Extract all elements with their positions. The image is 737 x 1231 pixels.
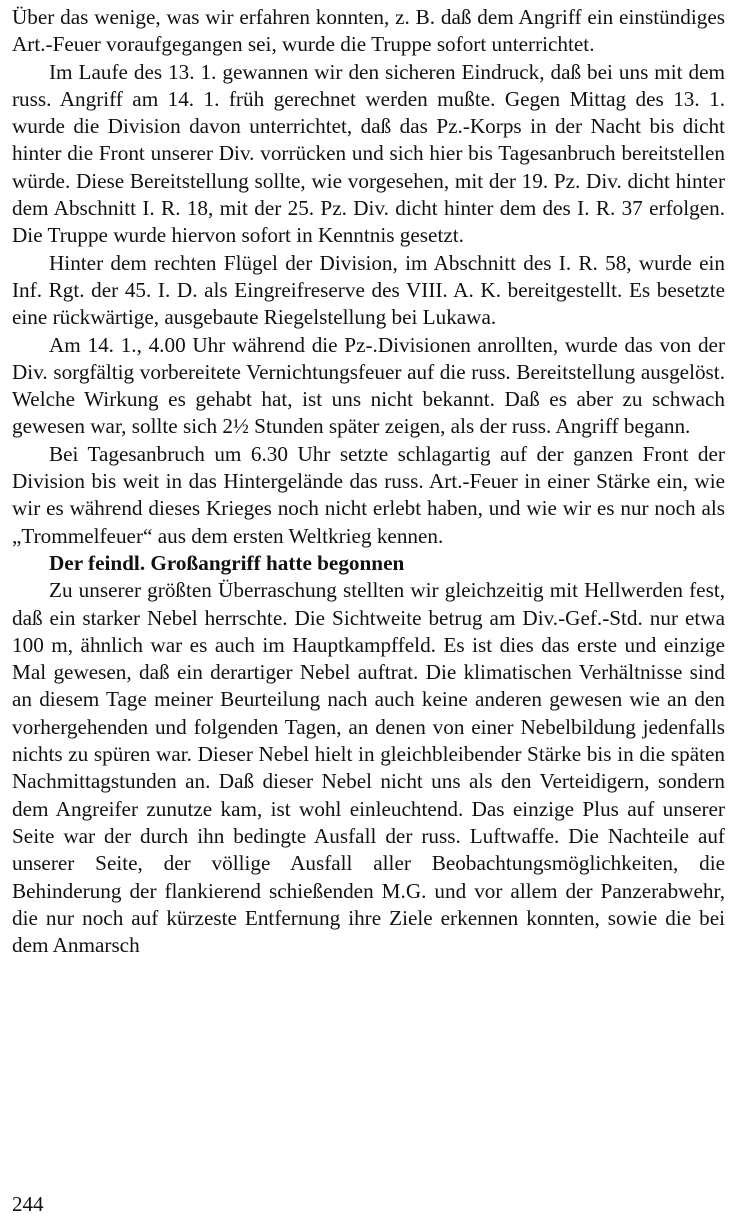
paragraph-artillery-fire: Am 14. 1., 4.00 Uhr während die Pz-.Divisionen anrollten, wurde das von der Div. sorgfältig vorbereitete Vernichtungsfeuer auf die russ. Bereitstellung ausgelöst. Welche Wirkung es gehabt hat, ist uns nicht bekannt. Daß es aber zu schwach gewesen war, sollte sich 2½ Stunden später zeigen, als der russ. Angriff begann. bbox=[12, 332, 725, 439]
paragraph-reserve: Hinter dem rechten Flügel der Division, im Abschnitt des I. R. 58, wurde ein Inf. Rgt. der 45. I. D. als Eingreifreserve des VIII. A. K. bereitgestellt. Es besetzte eine rückwärtige, ausgebaute Riegelstellung bei Lukawa. bbox=[12, 250, 725, 330]
paragraph-dawn-barrage: Bei Tagesanbruch um 6.30 Uhr setzte schlagartig auf der ganzen Front der Division bis weit in das Hintergelände das russ. Art.-Feuer in einer Stärke ein, wie wir es während dieses Krieges noch nicht erlebt haben, und wie wir es nur noch als „Trommelfeuer“ aus dem ersten Weltkrieg kennen. bbox=[12, 441, 725, 548]
paragraph-fog: Zu unserer größten Überraschung stellten wir gleichzeitig mit Hellwerden fest, daß ein starker Nebel herrschte. Die Sichtweite betrug am Div.-Gef.-Std. nur etwa 100 m, ähnlich war es auch im Hauptkampffeld. Es ist dies das erste und einzige Mal gewesen, daß ein derartiger Nebel auftrat. Die klimatischen Verhältnisse sind an diesem Tage meiner Beurteilung nach auch keine anderen gewesen wie an den vorhergehenden und folgenden Tagen, an denen von einer Nebelbildung jedenfalls nichts zu spüren war. Dieser Nebel hielt in gleichbleibender Stärke bis in die späten Nachmittagstunden an. Daß dieser Nebel nicht uns als den Verteidigern, sondern dem Angreifer zunutze kam, ist wohl einleuchtend. Das einzige Plus auf unserer Seite war der durch ihn bedingte Ausfall der russ. Luftwaffe. Die Nachteile auf unserer Seite, der völlige Ausfall aller Beobachtungsmöglichkeiten, die Behinderung der flankierend schießenden M.G. und vor allem der Panzerabwehr, die nur noch auf kürzeste Entfernung ihre Ziele erkennen konnten, sowie die bei dem Anmarsch bbox=[12, 578, 725, 958]
paragraph-expected-attack: Im Laufe des 13. 1. gewannen wir den sicheren Eindruck, daß bei uns mit dem russ. Angriff am 14. 1. früh gerechnet werden mußte. Gegen Mittag des 13. 1. wurde die Division davon unterrichtet, daß das Pz.-Korps in der Nacht bis dicht hinter die Front unserer Div. vorrücken und sich hier bis Tagesanbruch bereitstellen würde. Diese Bereitstellung sollte, wie vorgesehen, mit der 19. Pz. Div. dicht hinter dem Abschnitt I. R. 18, mit der 25. Pz. Div. dicht hinter dem des I. R. 37 erfolgen. Die Truppe wurde hiervon sofort in Kenntnis gesetzt. bbox=[12, 59, 725, 248]
section-heading: Der feindl. Großangriff hatte begonnen bbox=[49, 550, 405, 575]
page-number: 244 bbox=[12, 1192, 44, 1216]
paragraph-intro: Über das wenige, was wir erfahren konnten, z. B. daß dem Angriff ein einstündiges Art.-Feuer voraufgegangen sei, wurde die Truppe sofort unterrichtet. bbox=[12, 5, 725, 57]
document-page bbox=[12, 4, 725, 959]
